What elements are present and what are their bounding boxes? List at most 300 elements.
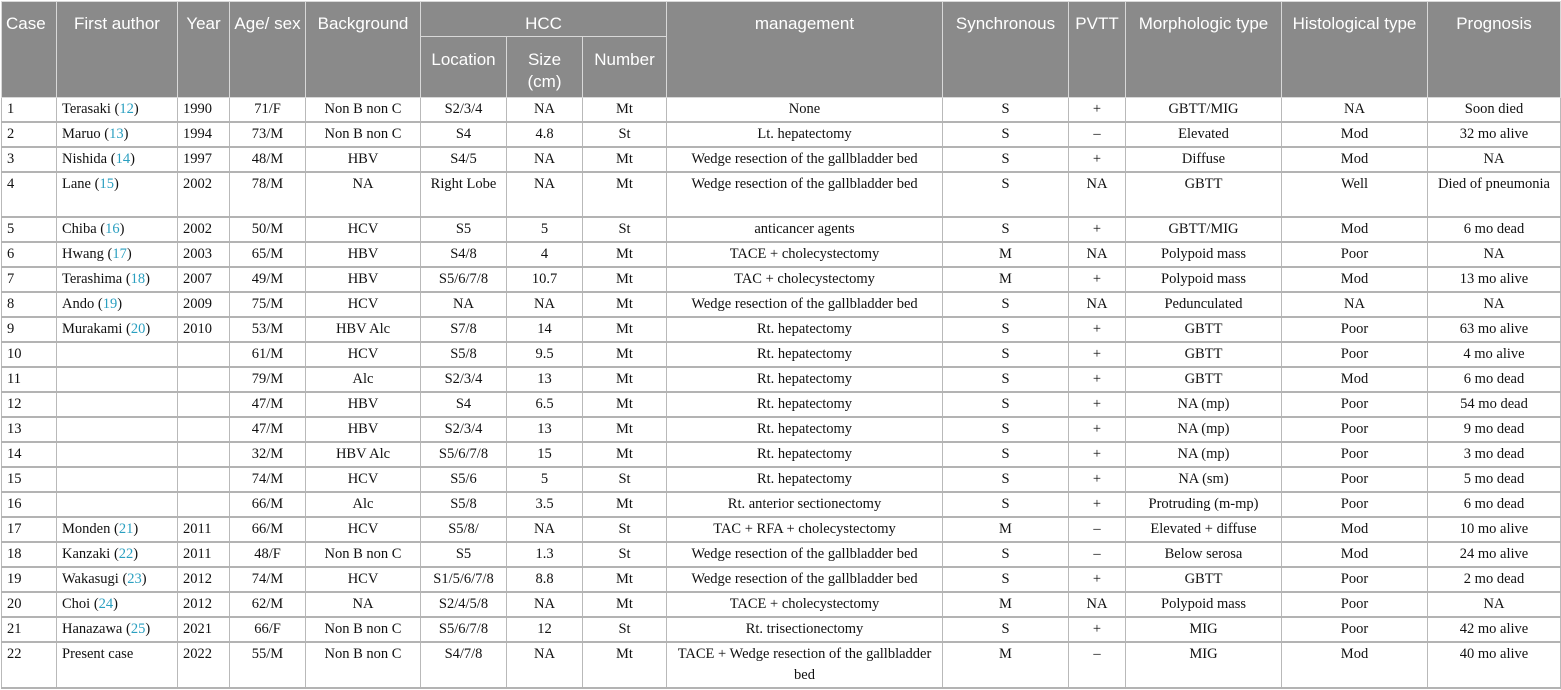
header-number: Number [583,36,667,97]
cell-synchronous: S [943,392,1069,417]
cell-year [178,342,230,367]
cell-size: 3.5 [507,492,583,517]
cell-histological-type: Poor [1282,342,1428,367]
header-synchronous: Synchronous [943,2,1069,98]
author-name: Kanzaki [62,546,111,562]
cell-location: S7/8 [421,317,507,342]
header-background: Background [306,2,421,98]
cell-size: 8.8 [507,567,583,592]
cell-background: HBV Alc [306,317,421,342]
cell-year: 2011 [178,542,230,567]
cell-management: Rt. hepatectomy [667,417,943,442]
cell-size: NA [507,292,583,317]
cell-pvtt: + [1069,217,1126,242]
cell-morphologic-type: Protruding (m-mp) [1126,492,1282,517]
cell-number: Mt [583,417,667,442]
table-row [2,517,1561,542]
header-first-author: First author [57,2,178,98]
cell-case: 5 [2,217,57,242]
cell-histological-type: NA [1282,98,1428,123]
cell-location: S4 [421,122,507,147]
author-name: Chiba [62,221,97,237]
cell-first-author: Maruo (13) [57,122,178,147]
cell-case: 4 [2,172,57,217]
table-row [2,98,1561,123]
cell-background: HCV [306,292,421,317]
reference-link[interactable]: 12 [119,101,134,117]
cell-case: 19 [2,567,57,592]
reference-link[interactable]: 13 [109,126,124,142]
cell-age-sex: 66/F [230,617,306,642]
cell-synchronous: M [943,517,1069,542]
cell-first-author: Nishida (14) [57,147,178,172]
author-name: Murakami [62,321,123,337]
cell-first-author: Murakami (20) [57,317,178,342]
cell-prognosis: 32 mo alive [1428,122,1561,147]
reference-link[interactable]: 24 [98,596,114,612]
cell-year: 2012 [178,567,230,592]
cell-size: 5 [507,217,583,242]
cell-background: HBV [306,267,421,292]
cell-age-sex: 49/M [230,267,306,292]
cell-first-author: Wakasugi (23) [57,567,178,592]
cell-management: Wedge resection of the gallbladder bed [667,292,943,317]
cell-morphologic-type: GBTT [1126,317,1282,342]
header-size: Size (cm) [507,36,583,97]
table-row [2,592,1561,617]
cell-histological-type: Poor [1282,492,1428,517]
cell-histological-type: Poor [1282,242,1428,267]
table-row [2,467,1561,492]
cell-pvtt: – [1069,122,1126,147]
header-histological-type: Histological type [1282,2,1428,98]
cell-first-author [57,367,178,392]
cell-first-author [57,642,178,688]
cell-morphologic-type: NA (mp) [1126,442,1282,467]
cell-first-author: Terashima (18) [57,267,178,292]
table-row [2,617,1561,642]
cell-morphologic-type: Pedunculated [1126,292,1282,317]
cell-pvtt: + [1069,317,1126,342]
cell-synchronous: M [943,242,1069,267]
author-name: Choi [62,596,91,612]
cell-size: 6.5 [507,392,583,417]
cell-case: 14 [2,442,57,467]
cell-management: Rt. hepatectomy [667,367,943,392]
cell-number: Mt [583,342,667,367]
table-row [2,147,1561,172]
cell-number: Mt [583,367,667,392]
cell-prognosis: NA [1428,292,1561,317]
cell-size: NA [507,98,583,123]
cell-age-sex: 53/M [230,317,306,342]
cell-number: Mt [583,592,667,617]
cell-case: 17 [2,517,57,542]
table-row [2,567,1561,592]
cell-morphologic-type: GBTT [1126,172,1282,217]
cell-number: Mt [583,442,667,467]
cell-histological-type: Mod [1282,642,1428,688]
cell-case: 18 [2,542,57,567]
reference-link[interactable]: 21 [118,521,134,537]
cell-case: 11 [2,367,57,392]
cell-age-sex: 66/M [230,492,306,517]
cell-number: St [583,467,667,492]
cell-number: Mt [583,392,667,417]
cell-management: None [667,98,943,123]
cell-morphologic-type: GBTT/MIG [1126,98,1282,123]
cell-age-sex: 48/F [230,542,306,567]
cell-size: 4 [507,242,583,267]
cell-synchronous: S [943,317,1069,342]
header-management: management [667,2,943,98]
cell-size: 13 [507,367,583,392]
cell-age-sex: 75/M [230,292,306,317]
cell-pvtt: + [1069,392,1126,417]
cell-synchronous: S [943,292,1069,317]
reference-link[interactable]: 22 [118,546,134,562]
cell-prognosis: 13 mo alive [1428,267,1561,292]
cell-number: St [583,617,667,642]
cell-synchronous: S [943,542,1069,567]
cell-location: S5/6 [421,467,507,492]
cell-synchronous: M [943,642,1069,688]
cell-pvtt: + [1069,98,1126,123]
cell-number: Mt [583,98,667,123]
cell-size: 14 [507,317,583,342]
author-name: Wakasugi [62,571,119,587]
cell-background: Alc [306,367,421,392]
cell-number: Mt [583,492,667,517]
cell-number: Mt [583,147,667,172]
cell-number: St [583,517,667,542]
cell-year: 2012 [178,592,230,617]
cell-location: S2/3/4 [421,98,507,123]
cell-background: HCV [306,567,421,592]
cell-pvtt: NA [1069,172,1126,217]
cell-prognosis: Soon died [1428,98,1561,123]
cell-year: 1997 [178,147,230,172]
cell-pvtt: + [1069,567,1126,592]
cell-prognosis: 63 mo alive [1428,317,1561,342]
cell-background: Non B non C [306,642,421,688]
cell-case: 9 [2,317,57,342]
author-name: Terashima [62,271,123,287]
table-row [2,367,1561,392]
cell-case: 8 [2,292,57,317]
cell-size: 12 [507,617,583,642]
cell-case: 2 [2,122,57,147]
reference-link[interactable]: 15 [99,176,114,192]
cell-synchronous: S [943,98,1069,123]
cell-size: NA [507,172,583,217]
cell-age-sex: 47/M [230,417,306,442]
cell-management: Rt. trisectionectomy [667,617,943,642]
cell-location: S5 [421,542,507,567]
cell-case: 12 [2,392,57,417]
cell-management: TAC + cholecystectomy [667,267,943,292]
cell-management: Rt. hepatectomy [667,467,943,492]
cell-morphologic-type: Diffuse [1126,147,1282,172]
cell-age-sex: 32/M [230,442,306,467]
cell-case: 15 [2,467,57,492]
cell-age-sex: 65/M [230,242,306,267]
table-row [2,122,1561,147]
table-row [2,267,1561,292]
cell-year: 2021 [178,617,230,642]
cell-management: Wedge resection of the gallbladder bed [667,542,943,567]
cell-size: 5 [507,467,583,492]
cell-pvtt: + [1069,147,1126,172]
cell-location: S2/4/5/8 [421,592,507,617]
cell-year [178,442,230,467]
cell-management: Rt. hepatectomy [667,442,943,467]
cell-prognosis: 54 mo dead [1428,392,1561,417]
cell-age-sex: 74/M [230,467,306,492]
cell-prognosis: 6 mo dead [1428,492,1561,517]
cell-background: Non B non C [306,617,421,642]
cell-location: S5/6/7/8 [421,442,507,467]
cell-case: 7 [2,267,57,292]
table-row [2,392,1561,417]
cell-first-author: Monden (21) [57,517,178,542]
cell-location: S4/8 [421,242,507,267]
cell-case: 21 [2,617,57,642]
cell-pvtt: – [1069,542,1126,567]
cell-first-author: Hanazawa (25) [57,617,178,642]
cell-year [178,467,230,492]
author-name: Lane [62,176,91,192]
cell-management: Wedge resection of the gallbladder bed [667,172,943,217]
table-row [2,242,1561,267]
table-row [2,292,1561,317]
cell-year [178,492,230,517]
reference-link[interactable]: 20 [130,321,146,337]
cell-morphologic-type: Polypoid mass [1126,242,1282,267]
cell-morphologic-type: Elevated + diffuse [1126,517,1282,542]
cell-histological-type: Poor [1282,442,1428,467]
cell-morphologic-type: GBTT [1126,367,1282,392]
cell-first-author [57,342,178,367]
cell-location: S4/5 [421,147,507,172]
cell-year [178,367,230,392]
cell-location: S5 [421,217,507,242]
cell-age-sex: 62/M [230,592,306,617]
cell-histological-type: Mod [1282,147,1428,172]
cell-size: NA [507,517,583,542]
header-case: Case [2,2,57,98]
cell-management: Rt. hepatectomy [667,392,943,417]
cell-location: S4 [421,392,507,417]
cell-prognosis: NA [1428,242,1561,267]
cell-pvtt: + [1069,267,1126,292]
cell-number: Mt [583,267,667,292]
cell-management: anticancer agents [667,217,943,242]
cell-management: Rt. anterior sectionectomy [667,492,943,517]
cell-synchronous: S [943,417,1069,442]
cell-background: HCV [306,517,421,542]
table-row [2,217,1561,242]
cell-morphologic-type: GBTT/MIG [1126,217,1282,242]
cell-histological-type: Poor [1282,417,1428,442]
cell-synchronous: S [943,342,1069,367]
cell-histological-type: Mod [1282,367,1428,392]
cell-synchronous: S [943,217,1069,242]
cell-year: 2007 [178,267,230,292]
cell-prognosis: Died of pneumonia [1428,172,1561,217]
cell-histological-type: Mod [1282,122,1428,147]
cell-prognosis: 4 mo alive [1428,342,1561,367]
cell-number: Mt [583,317,667,342]
cell-prognosis: 5 mo dead [1428,467,1561,492]
cell-morphologic-type: NA (sm) [1126,467,1282,492]
cell-prognosis: 2 mo dead [1428,567,1561,592]
cell-pvtt: NA [1069,592,1126,617]
cell-morphologic-type: MIG [1126,642,1282,688]
cell-synchronous: S [943,367,1069,392]
cell-background: HBV [306,147,421,172]
cell-first-author [57,492,178,517]
author-name: Nishida [62,151,108,167]
table-row [2,642,1561,688]
author-name: Hwang [62,246,104,262]
cell-background: HBV [306,417,421,442]
cell-number: Mt [583,242,667,267]
cell-age-sex: 79/M [230,367,306,392]
cell-morphologic-type: GBTT [1126,342,1282,367]
cell-synchronous: S [943,172,1069,217]
cell-year: 2002 [178,217,230,242]
cell-number: Mt [583,172,667,217]
cell-synchronous: S [943,147,1069,172]
cell-management: Wedge resection of the gallbladder bed [667,567,943,592]
cell-management: Rt. hepatectomy [667,342,943,367]
author-name: Maruo [62,126,101,142]
cell-age-sex: 66/M [230,517,306,542]
cell-number: St [583,122,667,147]
cell-synchronous: S [943,442,1069,467]
reference-link[interactable]: 14 [115,151,131,167]
cell-year: 1994 [178,122,230,147]
cell-number: St [583,217,667,242]
cell-first-author: Chiba (16) [57,217,178,242]
table-body [2,98,1561,689]
cell-case: 6 [2,242,57,267]
cell-case: 20 [2,592,57,617]
cell-size: 9.5 [507,342,583,367]
cell-number: Mt [583,292,667,317]
reference-link[interactable]: 17 [112,246,127,262]
table-row [2,442,1561,467]
table-row [2,417,1561,442]
cell-first-author: Kanzaki (22) [57,542,178,567]
cell-location: S4/7/8 [421,642,507,688]
cell-location: S5/8/ [421,517,507,542]
header-age-sex: Age/ sex [230,2,306,98]
cell-location: S5/6/7/8 [421,267,507,292]
header-morphologic-type: Morphologic type [1126,2,1282,98]
header-location: Location [421,36,507,97]
cell-location: S5/6/7/8 [421,617,507,642]
cell-year: 2003 [178,242,230,267]
cell-histological-type: Poor [1282,567,1428,592]
cell-background: HCV [306,342,421,367]
table-row [2,342,1561,367]
cell-year: 2002 [178,172,230,217]
header-pvtt: PVTT [1069,2,1126,98]
reference-link[interactable]: 16 [105,221,120,237]
cell-histological-type: Poor [1282,392,1428,417]
cell-location: Right Lobe [421,172,507,217]
cell-first-author: Terasaki (12) [57,98,178,123]
cell-histological-type: Poor [1282,617,1428,642]
cell-background: Alc [306,492,421,517]
cell-background: Non B non C [306,98,421,123]
cell-histological-type: Mod [1282,517,1428,542]
cell-histological-type: Mod [1282,542,1428,567]
cell-size: NA [507,642,583,688]
cell-first-author [57,392,178,417]
cell-age-sex: 50/M [230,217,306,242]
reference-link[interactable]: 19 [102,296,118,312]
cell-prognosis: 6 mo dead [1428,217,1561,242]
cell-synchronous: S [943,617,1069,642]
cell-pvtt: – [1069,642,1126,688]
cell-histological-type: Well [1282,172,1428,217]
cell-management: Lt. hepatectomy [667,122,943,147]
cell-prognosis: 42 mo alive [1428,617,1561,642]
cell-pvtt: + [1069,467,1126,492]
cell-first-author: Choi (24) [57,592,178,617]
author-name: Ando [62,296,95,312]
reference-link[interactable]: 25 [130,621,146,637]
cell-size: 1.3 [507,542,583,567]
cell-histological-type: Poor [1282,592,1428,617]
cell-first-author [57,442,178,467]
cell-age-sex: 73/M [230,122,306,147]
header-prognosis: Prognosis [1428,2,1561,98]
table-row [2,317,1561,342]
cell-age-sex: 61/M [230,342,306,367]
cell-management: TACE + cholecystectomy [667,592,943,617]
cell-first-author: Hwang (17) [57,242,178,267]
cell-size: 4.8 [507,122,583,147]
cell-case: 1 [2,98,57,123]
cell-location: S2/3/4 [421,417,507,442]
cell-morphologic-type: NA (mp) [1126,417,1282,442]
cell-background: NA [306,592,421,617]
cell-location: S2/3/4 [421,367,507,392]
cell-background: NA [306,172,421,217]
cell-prognosis: 9 mo dead [1428,417,1561,442]
author-name: Monden [62,521,111,537]
cell-synchronous: S [943,467,1069,492]
table-row [2,542,1561,567]
cell-background: HCV [306,467,421,492]
cell-histological-type: Mod [1282,267,1428,292]
cell-age-sex: 78/M [230,172,306,217]
cell-year: 2011 [178,517,230,542]
cell-number: Mt [583,642,667,688]
cell-number: Mt [583,567,667,592]
cell-age-sex: 71/F [230,98,306,123]
cell-synchronous: S [943,492,1069,517]
cell-pvtt: + [1069,617,1126,642]
reference-link[interactable]: 23 [127,571,142,587]
reference-link[interactable]: 18 [130,271,146,287]
cell-morphologic-type: Polypoid mass [1126,267,1282,292]
author-name: Terasaki [62,101,111,117]
